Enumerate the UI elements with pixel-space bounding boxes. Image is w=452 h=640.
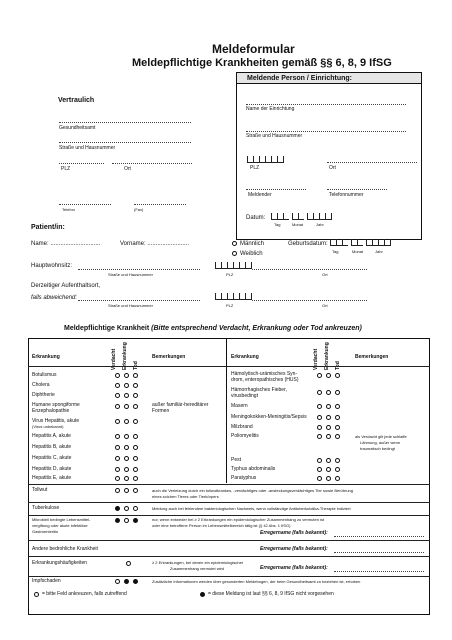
row-polio: Poliomyelitis	[231, 433, 259, 439]
hepe-checks[interactable]	[115, 475, 138, 482]
geburtsdatum-boxes[interactable]	[330, 239, 391, 246]
gesundheitsamt-label: Gesundheitsamt	[59, 125, 96, 131]
tollwut-text1: auch die Verletzung durch ein tollwutkrankes, -verdächtiges oder -ansteckungsverdächtiges Tier sowie Berührung	[152, 488, 353, 493]
reporter-telefon-label: Telefonnummer	[329, 192, 364, 198]
row-hus-2: drom, enteropathisches (HUS)	[231, 377, 299, 383]
tollwut-checks[interactable]	[115, 487, 138, 494]
row-virushep-2: (Virus unbekannt)	[32, 424, 64, 429]
row-hepe: Hepatitis E, akute	[32, 475, 72, 481]
col-erkr-right: Erkrankung	[324, 342, 330, 370]
row-haemfieber: Hämorrhagisches Fieber,	[231, 387, 287, 393]
hepc-checks[interactable]	[115, 455, 138, 462]
impfschaden-checks[interactable]	[115, 578, 138, 585]
lebensmittel-checks[interactable]	[115, 517, 138, 524]
reporter-strasse-label: Straße und Hausnummer	[246, 133, 303, 139]
geburtsdatum-label: Geburtsdatum:	[288, 241, 328, 247]
row-tollwut: Tollwut	[32, 487, 48, 493]
tuberkulose-checks[interactable]	[115, 505, 138, 512]
row-paratyphus: Paratyphus	[231, 475, 257, 481]
patient-name[interactable]: Name: ..............................	[31, 241, 101, 247]
af-strasse-label: Straße und Hausnummer	[108, 303, 153, 308]
reporter-title: Meldende Person / Einrichtung:	[247, 75, 353, 82]
row-lebensmittel-2: vergiftung oder akute infektiöse	[32, 523, 88, 528]
af-strasse-field[interactable]	[78, 300, 200, 301]
patient-title: Patient/in:	[31, 224, 65, 231]
botulismus-checks[interactable]	[115, 372, 138, 379]
ga-plz-label: PLZ	[61, 166, 71, 172]
haeufung-text2: Zusammenhang vermutet wird	[170, 566, 225, 571]
geb-monat: Monat	[352, 249, 364, 254]
col-verdacht-right: Verdacht	[313, 348, 319, 370]
hw-strasse-field[interactable]	[78, 269, 200, 270]
hw-ort-field[interactable]	[252, 269, 367, 270]
haeufung-erreger-field[interactable]	[334, 571, 424, 572]
row-hse-2: Enzephalopathie	[32, 408, 70, 414]
row-hepb: Hepatitis B, akute	[32, 444, 72, 450]
aufenthalt-label2: falls abweichend:	[31, 295, 78, 301]
meningokokken-checks[interactable]	[317, 414, 340, 421]
hse-bem-2: Formen	[152, 408, 170, 414]
pest-checks[interactable]	[317, 457, 340, 464]
geb-tag: Tag	[332, 249, 339, 254]
meldender-field[interactable]	[246, 189, 306, 190]
haemfieber-checks[interactable]	[317, 389, 340, 396]
legend-empty-circle	[34, 592, 39, 597]
col-tod-left: Tod	[133, 361, 139, 370]
hw-plz-boxes[interactable]	[215, 262, 252, 269]
lm-text2: oder eine betroffene Person im Lebensmittelbereich tätig ist (§ 42 Abs. 1 IfSG)	[152, 523, 291, 528]
af-plz-boxes[interactable]	[215, 293, 252, 300]
reporter-telefon-field[interactable]	[327, 189, 387, 190]
row-hepa: Hepatitis A, akute	[32, 433, 71, 439]
virushep-checks[interactable]	[115, 418, 138, 425]
col-verdacht-left: Verdacht	[111, 348, 117, 370]
legend-filled-circle	[200, 592, 205, 597]
row-milzbrand: Milzbrand	[231, 424, 253, 430]
row-hus: Hämolytisch-urämisches Syn-	[231, 371, 298, 377]
row-pest: Pest	[231, 457, 242, 463]
polio-bem-3: traumatisch bedingt	[360, 446, 395, 451]
row-impfschaden: Impfschaden	[32, 578, 61, 584]
row-botulismus: Botulismus	[32, 372, 57, 378]
row-meningokokken: Meningokokken-Meningitis/Sepsis	[231, 414, 307, 420]
cholera-checks[interactable]	[115, 382, 138, 389]
row-hepc: Hepatitis C, akute	[32, 455, 72, 461]
col-bem-left: Bemerkungen	[152, 354, 186, 360]
form-subtitle: Meldepflichtige Krankheiten gemäß §§ 6, 8, 9 IfSG	[132, 57, 392, 69]
patient-vorname[interactable]: Vorname: .........................	[120, 241, 190, 247]
andere-erreger-field[interactable]	[334, 552, 424, 553]
reporter-plz-boxes[interactable]	[247, 156, 284, 163]
hse-checks[interactable]	[115, 403, 138, 410]
ga-fax-field[interactable]	[134, 204, 186, 205]
typhus-checks[interactable]	[317, 466, 340, 473]
hauptwohnsitz-label: Hauptwohnsitz:	[31, 263, 73, 269]
reporter-strasse-field[interactable]	[246, 131, 406, 132]
datum-tag: Tag	[274, 222, 281, 227]
maennlich-radio[interactable]	[232, 241, 237, 246]
disease-table	[28, 338, 430, 615]
hepd-checks[interactable]	[115, 466, 138, 473]
diphtherie-checks[interactable]	[115, 392, 138, 399]
lm-erreger-field[interactable]	[334, 536, 424, 537]
row-virushep: Virus Hepatitis, akute	[32, 418, 80, 424]
hus-checks[interactable]	[317, 372, 340, 379]
datum-jahr: Jahr	[316, 222, 324, 227]
ga-telefon-field[interactable]	[59, 204, 111, 205]
form-title: Meldeformular	[212, 42, 295, 56]
af-ort-field[interactable]	[252, 300, 367, 301]
row-tuberkulose: Tuberkulose	[32, 505, 60, 511]
weiblich-radio[interactable]	[232, 251, 237, 256]
ga-strasse-label: Straße und Hausnummer	[59, 145, 116, 151]
einrichtung-label: Name der Einrichtung	[246, 106, 295, 112]
row-hepd: Hepatitis D, akute	[32, 466, 72, 472]
masern-checks[interactable]	[317, 403, 340, 410]
af-ort-label: Ort	[322, 303, 328, 308]
af-plz-label: PLZ	[226, 303, 234, 308]
reporter-ort-field[interactable]	[327, 162, 417, 163]
legend-right: = diese Meldung ist laut §§ 6, 8, 9 IfSG nicht vorgesehen	[208, 591, 334, 597]
row-haemfieber-2: virusbedingt	[231, 393, 258, 399]
tollwut-text2: eines solchen Tieres oder Tierkörpers	[152, 494, 219, 499]
einrichtung-field[interactable]	[246, 104, 406, 105]
lm-text1: nur, wenn entweder bei ≥ 2 Erkrankungen ein epidemiologischer Zusammenhang zu vermuten ist	[152, 517, 325, 522]
ga-fax-label: (Fax)	[134, 207, 144, 212]
tb-text: Meldung auch bei fehlendem bakteriologischen Nachweis, wenn vollständige Antituberkulotika-Therapie indiziert	[152, 506, 351, 511]
haeufung-checks[interactable]	[126, 560, 131, 567]
milzbrand-checks[interactable]	[317, 424, 340, 431]
row-hse: Humane spongiforme	[32, 402, 80, 408]
hw-strasse-label: Straße und Hausnummer	[108, 272, 153, 277]
gesundheitsamt-field[interactable]	[59, 122, 191, 123]
hw-plz-label: PLZ	[226, 272, 234, 277]
maennlich-label: Männlich	[240, 241, 265, 247]
datum-boxes[interactable]	[271, 213, 332, 220]
vertraulich-label: Vertraulich	[58, 97, 95, 104]
row-masern: Masern	[231, 403, 248, 409]
col-tod-right: Tod	[335, 361, 341, 370]
ga-telefon-label: Telefon	[62, 207, 75, 212]
aufenthalt-label1: Derzeitiger Aufenthaltsort,	[31, 283, 101, 289]
col-erkrankung-right: Erkrankung	[231, 354, 259, 360]
weiblich-label: Weiblich	[240, 251, 263, 257]
col-erkrankung-left: Erkrankung	[32, 354, 60, 360]
reporter-ort-label: Ort	[329, 165, 336, 171]
col-bem-right: Bemerkungen	[355, 354, 389, 360]
lm-erreger: Erregername (falls bekannt):	[260, 530, 328, 536]
meldender-label: Meldender	[248, 192, 272, 198]
section-title: Meldepflichtige Krankheit (Bitte entsprechend Verdacht, Erkrankung oder Tod ankreuzen)	[64, 325, 362, 332]
datum-monat: Monat	[292, 222, 304, 227]
row-cholera: Cholera	[32, 382, 50, 388]
legend-left: = bitte Feld ankreuzen, falls zutreffend	[42, 591, 127, 597]
polio-bem: als Verdacht gilt jede schlaffe	[355, 434, 407, 439]
haeufung-text1: ≥ 2 Erkrankungen, bei denen ein epidemiologischer	[152, 560, 244, 565]
ga-ort-field[interactable]	[112, 163, 192, 164]
datum-label: Datum:	[246, 215, 266, 221]
paratyphus-checks[interactable]	[317, 475, 340, 482]
ga-ort-label: Ort	[124, 166, 131, 172]
col-erkr-left: Erkrankung	[122, 342, 128, 370]
geb-jahr: Jahr	[375, 249, 383, 254]
haeufung-erreger: Erregername (falls bekannt):	[260, 565, 328, 571]
hse-bem: außer familiär-hereditärer	[152, 402, 209, 408]
reporter-plz-label: PLZ	[250, 165, 260, 171]
row-lebensmittel-3: Gastroenteritis	[32, 529, 59, 534]
row-andere: Andere bedrohliche Krankheit	[32, 546, 98, 552]
row-haeufung: Erkrankungshäufigkeiten	[32, 560, 88, 566]
row-lebensmittel: Mikrobiell bedingte Lebensmittel-	[32, 517, 91, 522]
polio-checks[interactable]	[317, 433, 340, 440]
impf-text: Zusätzliche Informationen werden über gesonderten Meldebogen, der beim Gesundheitsamt zu beziehen ist, erhoben	[152, 579, 361, 584]
hepb-checks[interactable]	[115, 444, 138, 451]
row-typhus: Typhus abdominalis	[231, 466, 276, 472]
hepa-checks[interactable]	[115, 433, 138, 440]
ga-strasse-field[interactable]	[59, 142, 191, 143]
hw-ort-label: Ort	[322, 272, 328, 277]
andere-erreger: Erregername (falls bekannt):	[260, 546, 328, 552]
ga-plz-field[interactable]	[59, 163, 104, 164]
row-diphtherie: Diphtherie	[32, 392, 55, 398]
polio-bem-2: Lähmung, außer wenn	[360, 440, 401, 445]
